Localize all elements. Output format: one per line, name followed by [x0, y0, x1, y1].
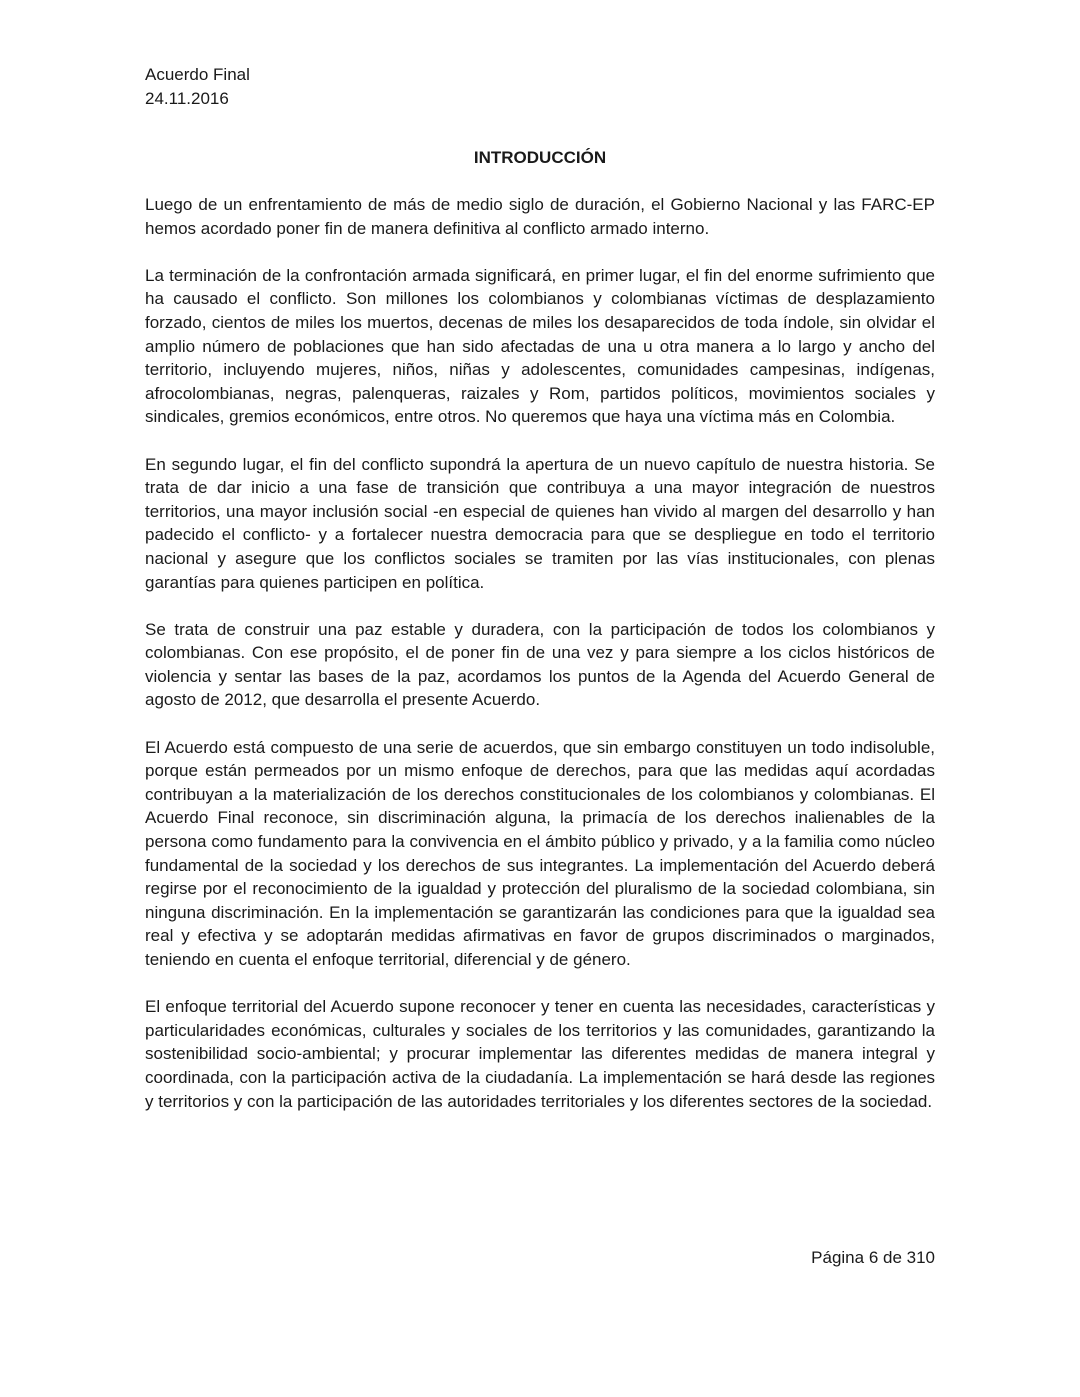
body-text [145, 193, 935, 1137]
page-number: Página 6 de 310 [811, 1248, 935, 1267]
paragraph: El enfoque territorial del Acuerdo supone reconocer y tener en cuenta las necesidades, características y particularidades económicas, culturales y sociales de los territorios y las comunidades, garantizando la sostenibilidad socio-ambiental; y procurar implementar las diferentes medidas de manera integral y coordinada, con la participación activa de la ciudadanía. La implementación se hará desde las regiones y territorios y con la participación de las autoridades territoriales y los diferentes sectores de la sociedad. [145, 997, 935, 1111]
document-header [145, 63, 250, 111]
paragraph: Luego de un enfrentamiento de más de medio siglo de duración, el Gobierno Nacional y las FARC-EP hemos acordado poner fin de manera definitiva al conflicto armado interno. [145, 195, 935, 238]
section-title: INTRODUCCIÓN [473, 148, 607, 167]
document-date: 24.11.2016 [145, 89, 229, 108]
paragraph: En segundo lugar, el fin del conflicto supondrá la apertura de un nuevo capítulo de nuestra historia. Se trata de dar inicio a una fase de transición que contribuya a una mayor integración de nuestros territorios, una mayor inclusión social -en especial de quienes han vivido al margen del desarrollo y han padecido el conflicto- y a fortalecer nuestra democracia para que se despliegue en todo el territorio nacional y asegure que los conflictos sociales se tramiten por las vías institucionales, con plenas garantías para quienes participen en política. [145, 454, 935, 592]
paragraph: Se trata de construir una paz estable y duradera, con la participación de todos los colombianos y colombianas. Con ese propósito, el de poner fin de una vez y para siempre a los ciclos históricos de violencia y sentar las bases de la paz, acordamos los puntos de la Agenda del Acuerdo General de agosto de 2012, que desarrolla el presente Acuerdo. [145, 619, 935, 710]
paragraph: El Acuerdo está compuesto de una serie de acuerdos, que sin embargo constituyen un todo indisoluble, porque están permeados por un mismo enfoque de derechos, para que las medidas aquí acordadas contribuyan a la materialización de los derechos constitucionales de los colombianos y colombianas. El Acuerdo Final reconoce, sin discriminación alguna, la primacía de los derechos inalienables de la persona como fundamento para la convivencia en el ámbito público y privado, y a la familia como núcleo fundamental de la sociedad y los derechos de sus integrantes. La implementación del Acuerdo deberá regirse por el reconocimiento de la igualdad y protección del pluralismo de la sociedad colombiana, sin ninguna discriminación. En la implementación se garantizarán las condiciones para que la igualdad sea real y efectiva y se adoptarán medidas afirmativas en favor de grupos discriminados o marginados, teniendo en cuenta el enfoque territorial, diferencial y de género. [145, 737, 935, 969]
document-title-label: Acuerdo Final [145, 65, 250, 84]
paragraph: La terminación de la confrontación armada significará, en primer lugar, el fin del enorme sufrimiento que ha causado el conflicto. Son millones los colombianos y colombianas víctimas de desplazamiento forzado, cientos de miles los muertos, decenas de miles los desaparecidos de toda índole, sin olvidar el amplio número de poblaciones que han sido afectadas de una u otra manera a lo largo y ancho del territorio, incluyendo mujeres, niños, niñas y adolescentes, comunidades campesinas, indígenas, afrocolombianas, negras, palenqueras, raizales y Rom, partidos políticos, movimientos sociales y sindicales, gremios económicos, entre otros. No queremos que haya una víctima más en Colombia. [145, 265, 935, 427]
